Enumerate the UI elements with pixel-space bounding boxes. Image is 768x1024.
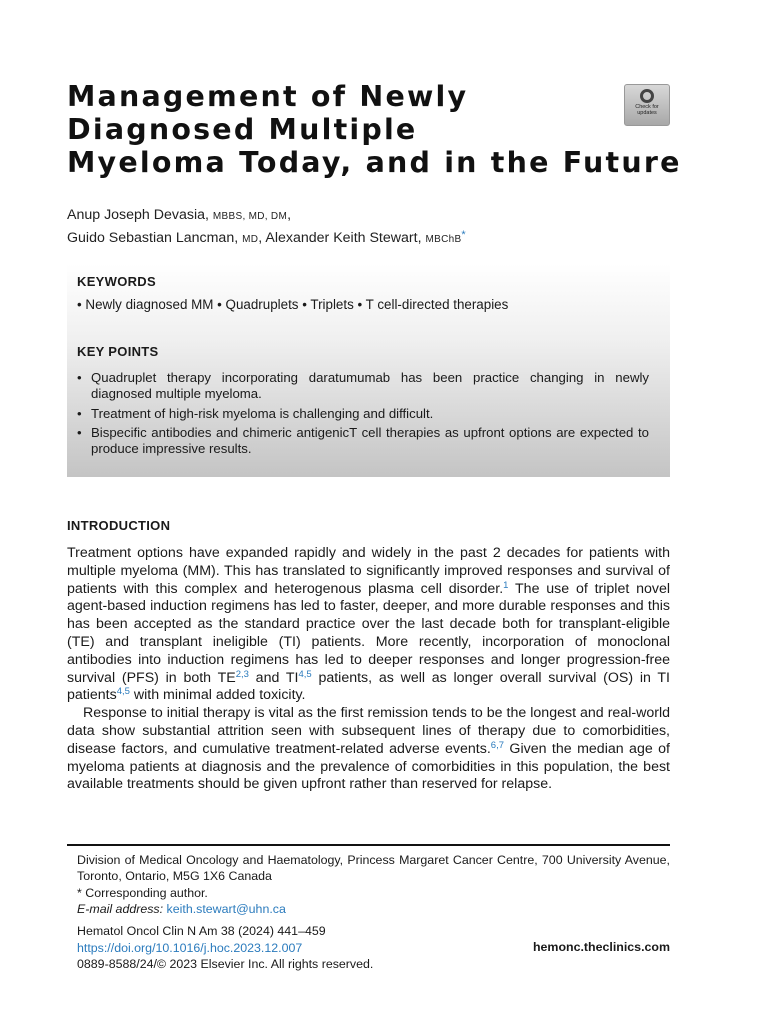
- badge-line-1: Check for: [635, 104, 659, 110]
- paragraph: [67, 705, 670, 794]
- key-point-item: • Bispecific antibodies and chimeric antigenicT cell therapies as upfront options are expected to produce impressive results.: [77, 425, 649, 458]
- author-degree: MD: [242, 234, 259, 245]
- text-run: The use of triplet novel agent-based induction regimens has led to faster, deeper, and more durable responses and this has been accepted as the standard practice over the last decade both for transplant-eligible (TE) and transplant ineligible (TI) patients. More recently, incorporation of monoclonal antibodies into induction regimens has led to deeper responses and longer progression-free survival (PFS) in both TE: [67, 580, 671, 686]
- key-points-heading: KEY POINTS: [77, 344, 159, 359]
- affiliation: Division of Medical Oncology and Haematology, Princess Margaret Cancer Centre, 700 University Avenue, Toronto, Ontario, M5G 1X6 Canada: [77, 853, 670, 884]
- keywords-box: [67, 264, 670, 477]
- text-run: and TI: [248, 669, 299, 686]
- author-degree: MBChB: [425, 234, 462, 245]
- title-line-2: Diagnosed Multiple: [67, 113, 418, 146]
- reference-link[interactable]: 6,7: [490, 739, 504, 751]
- key-points-list: [77, 370, 649, 460]
- email-line: [77, 901, 670, 917]
- check-for-updates-icon: [640, 89, 654, 103]
- check-for-updates-button[interactable]: [624, 84, 670, 126]
- badge-line-2: updates: [637, 110, 657, 116]
- email-label: E-mail address:: [77, 902, 164, 917]
- footnotes: [77, 852, 670, 918]
- article-title: [67, 80, 682, 179]
- author-name: , Alexander Keith Stewart,: [258, 230, 422, 246]
- author-separator: ,: [287, 207, 292, 223]
- author-degree: MBBS, MD, DM: [212, 211, 288, 222]
- author-name: Anup Joseph Devasia,: [67, 207, 209, 223]
- footnote-divider: [67, 844, 670, 846]
- copyright: 0889-8588/24/© 2023 Elsevier Inc. All rights reserved.: [77, 957, 374, 972]
- doi-link[interactable]: https://doi.org/10.1016/j.hoc.2023.12.007: [77, 940, 303, 955]
- corresponding-note: * Corresponding author.: [77, 885, 208, 900]
- author-line-1: [67, 206, 670, 226]
- text-run: patients, as well as longer overall survival (OS) in TI patients: [67, 669, 670, 704]
- introduction-body: [67, 545, 670, 794]
- title-line-1: Management of Newly: [67, 80, 469, 113]
- reference-link[interactable]: 1: [503, 579, 509, 591]
- email-link[interactable]: keith.stewart@uhn.ca: [166, 902, 286, 917]
- introduction-heading: INTRODUCTION: [67, 518, 171, 533]
- journal-site-link[interactable]: hemonc.theclinics.com: [532, 940, 670, 954]
- author-name: Guido Sebastian Lancman,: [67, 230, 239, 246]
- corresponding-author-marker[interactable]: *: [461, 229, 466, 241]
- journal-citation: Hematol Oncol Clin N Am 38 (2024) 441–459: [77, 924, 326, 938]
- text-run: Given the median age of myeloma patients at diagnosis and the prevalence of comorbidities in this population, the best available treatments should be given upfront rather than reserved for relapse.: [67, 740, 671, 793]
- keywords-list: • Newly diagnosed MM • Quadruplets • Triplets • T cell-directed therapies: [77, 297, 509, 312]
- key-point-item: • Treatment of high-risk myeloma is challenging and difficult.: [77, 406, 649, 422]
- key-point-item: • Quadruplet therapy incorporating daratumumab has been practice changing in newly diagnosed multiple myeloma.: [77, 370, 649, 403]
- text-run: Treatment options have expanded rapidly and widely in the past 2 decades for patients with multiple myeloma (MM). This has translated to significantly improved responses and survival of patients with this complex and heterogenous plasma cell disorder.: [67, 545, 670, 597]
- reference-link[interactable]: 4,5: [116, 686, 130, 698]
- paragraph: [67, 545, 670, 705]
- author-list: [67, 206, 670, 249]
- title-block: [67, 80, 682, 179]
- reference-link[interactable]: 4,5: [298, 668, 312, 680]
- author-line-2: [67, 226, 670, 249]
- text-run: Response to initial therapy is vital as the first remission tends to be the longest and real-world data show substantial attrition seen with subsequent lines of therapy due to comorbidities, disease factors, and cumulative treatment-related adverse events.: [67, 705, 670, 757]
- reference-link[interactable]: 2,3: [235, 668, 249, 680]
- title-line-3: Myeloma Today, and in the Future: [67, 146, 682, 179]
- text-run: with minimal added toxicity.: [129, 687, 306, 704]
- keywords-heading: KEYWORDS: [77, 274, 156, 289]
